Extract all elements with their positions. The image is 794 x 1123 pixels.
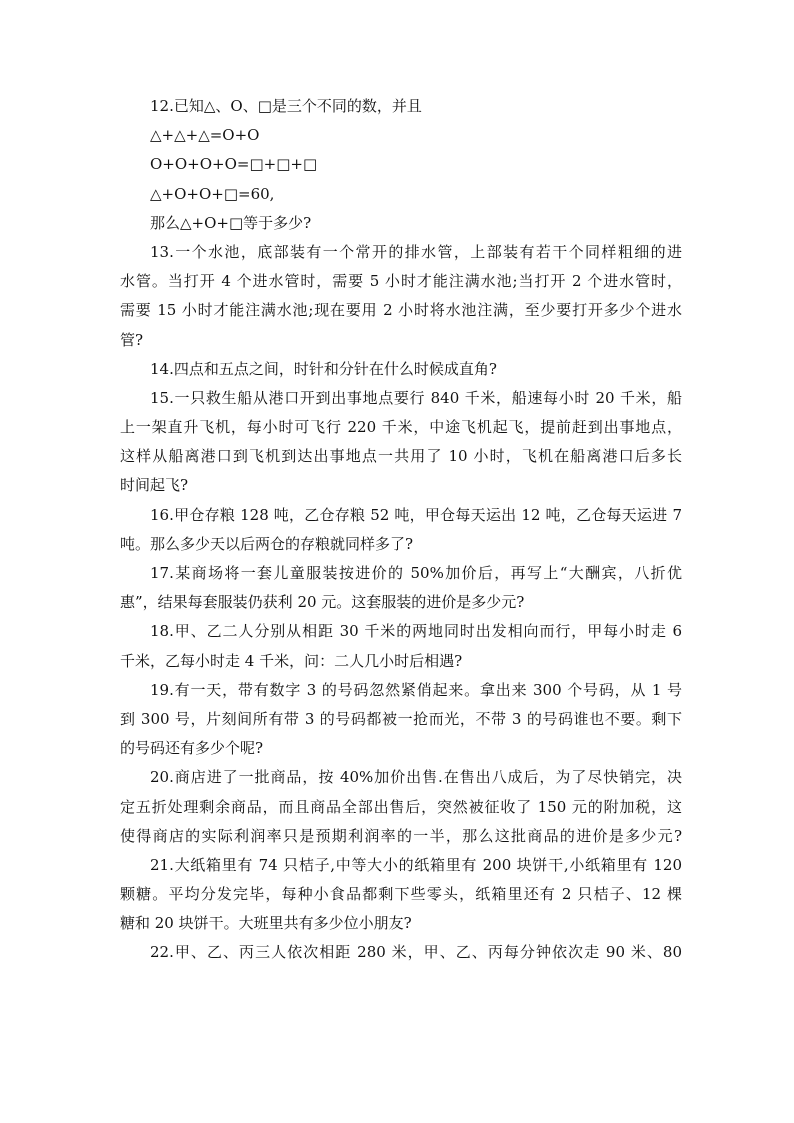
problem-16-line-2: 吨。那么多少天以后两仓的存粮就同样多了? bbox=[120, 534, 414, 553]
problem-12 bbox=[120, 92, 682, 238]
problem-19 bbox=[120, 676, 682, 764]
problem-13 bbox=[120, 238, 682, 355]
problem-16-line-1: 16.甲仓存粮 128 吨，乙仓存粮 52 吨，甲仓每天运出 12 吨，乙仓每天运进 7 bbox=[150, 505, 682, 524]
problem-17-line-1: 17.某商场将一套儿童服装按进价的 50%加价后，再写上“大酬宾，八折优 bbox=[150, 564, 682, 582]
problem-18-line-2: 千米，乙每小时走 4 千米，问：二人几小时后相遇? bbox=[120, 651, 463, 670]
problem-15-line-4: 时间起飞? bbox=[120, 476, 189, 495]
problem-15 bbox=[120, 384, 682, 501]
problem-20 bbox=[120, 763, 682, 851]
problem-19-line-1: 19.有一天，带有数字 3 的号码忽然紧俏起来。拿出来 300 个号码，从 1 号 bbox=[150, 680, 682, 699]
problem-12-equation-2: O+O+O+O=□+□+□ bbox=[150, 155, 318, 174]
problem-22-line-1: 22.甲、乙、丙三人依次相距 280 米，甲、乙、丙每分钟依次走 90 米、80 bbox=[150, 943, 682, 962]
problem-18 bbox=[120, 617, 682, 675]
problem-20-line-2: 定五折处理剩余商品，而且商品全部出售后，突然被征收了 150 元的附加税，这 bbox=[120, 797, 682, 816]
problem-20-line-1: 20.商店进了一批商品，按 40%加价出售.在售出八成后，为了尽快销完，决 bbox=[150, 768, 682, 787]
problem-17-line-2: 惠”，结果每套服装仍获利 20 元。这套服装的进价是多少元? bbox=[120, 593, 525, 612]
problem-13-line-3: 需要 15 小时才能注满水池;现在要用 2 小时将水池注满，至少要打开多少个进水 bbox=[120, 301, 682, 320]
document-page bbox=[120, 92, 682, 968]
problem-12-line-1: 12.已知△、O、□是三个不同的数，并且 bbox=[150, 97, 422, 115]
problem-21-line-1: 21.大纸箱里有 74 只桔子,中等大小的纸箱里有 200 块饼干,小纸箱里有 120 bbox=[150, 855, 682, 874]
problem-19-line-3: 的号码还有多少个呢? bbox=[120, 739, 264, 758]
problem-12-equation-3: △+O+O+□=60, bbox=[150, 184, 275, 203]
problem-16 bbox=[120, 501, 682, 559]
problem-12-equation-1: △+△+△=O+O bbox=[150, 126, 260, 145]
problem-14 bbox=[120, 355, 682, 384]
problem-20-line-3: 使得商店的实际利润率只是预期利润率的一半，那么这批商品的进价是多少元? bbox=[120, 826, 682, 845]
problem-21-line-3: 糖和 20 块饼干。大班里共有多少位小朋友? bbox=[120, 914, 412, 933]
problem-15-line-1: 15.一只救生船从港口开到出事地点要行 840 千米，船速每小时 20 千米，船 bbox=[150, 388, 682, 407]
problem-15-line-2: 上一架直升飞机，每小时可飞行 220 千米，中途飞机起飞，提前赶到出事地点， bbox=[120, 418, 682, 437]
problem-18-line-1: 18.甲、乙二人分别从相距 30 千米的两地同时出发相向而行，甲每小时走 6 bbox=[150, 622, 682, 641]
problem-17 bbox=[120, 559, 682, 617]
problem-15-line-3: 这样从船离港口到飞机到达出事地点一共用了 10 小时，飞机在船离港口后多长 bbox=[120, 447, 682, 466]
problem-13-line-1: 13.一个水池，底部装有一个常开的排水管，上部装有若干个同样粗细的进 bbox=[150, 242, 682, 261]
problem-21 bbox=[120, 851, 682, 939]
problem-19-line-2: 到 300 号，片刻间所有带 3 的号码都被一抢而光，不带 3 的号码谁也不要。剩下 bbox=[120, 709, 682, 728]
problem-22 bbox=[120, 938, 682, 967]
problem-14-line-1: 14.四点和五点之间，时针和分针在什么时候成直角? bbox=[150, 359, 497, 378]
problem-13-line-4: 管? bbox=[120, 330, 144, 349]
problem-12-question: 那么△+O+□等于多少? bbox=[150, 213, 312, 232]
problem-21-line-2: 颗糖。平均分发完毕，每种小食品都剩下些零头，纸箱里还有 2 只桔子、12 棵 bbox=[120, 885, 682, 904]
problem-13-line-2: 水管。当打开 4 个进水管时，需要 5 小时才能注满水池;当打开 2 个进水管时， bbox=[120, 272, 682, 291]
